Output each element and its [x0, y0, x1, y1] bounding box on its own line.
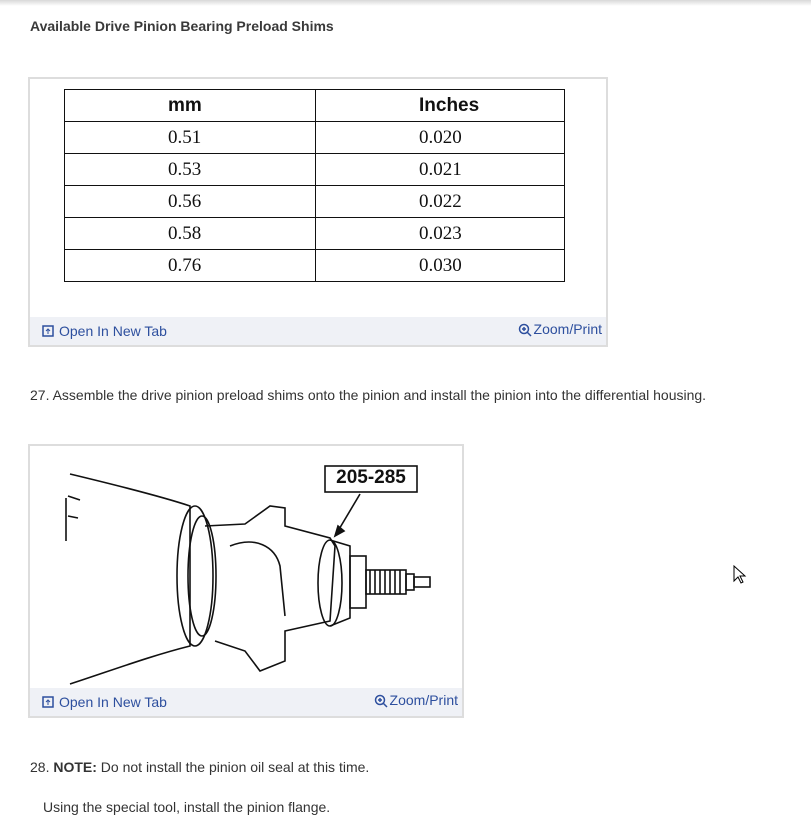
zoom-print-link[interactable]: [518, 321, 602, 337]
cell-inches: 0.023: [316, 218, 565, 250]
shim-table: [64, 89, 565, 282]
shim-table-figure: [28, 77, 608, 347]
header-inches: Inches: [316, 90, 565, 122]
zoom-in-icon: [518, 323, 532, 337]
cell-mm: 0.76: [65, 250, 316, 282]
tool-number-label: 205-285: [336, 467, 406, 488]
mouse-cursor-icon: [733, 565, 747, 585]
open-in-new-tab-label: Open In New Tab: [59, 694, 167, 710]
open-in-new-tab-label: Open In New Tab: [59, 323, 167, 339]
open-in-new-tab-link[interactable]: [42, 323, 167, 339]
table-row: [65, 122, 565, 154]
step-number: 28.: [30, 759, 50, 775]
figure-footer: [30, 688, 462, 716]
zoom-print-label: Zoom/Print: [389, 692, 458, 708]
table-row: [65, 154, 565, 186]
cell-inches: 0.020: [316, 122, 565, 154]
open-new-tab-icon: [42, 696, 54, 708]
open-in-new-tab-link[interactable]: [42, 694, 167, 710]
table-row: [65, 250, 565, 282]
zoom-print-label: Zoom/Print: [533, 321, 602, 337]
step-28-instruction: Using the special tool, install the pinion flange.: [43, 799, 331, 815]
open-new-tab-icon: [42, 325, 54, 337]
header-mm: mm: [65, 90, 316, 122]
cell-mm: 0.56: [65, 186, 316, 218]
section-title: Available Drive Pinion Bearing Preload Shims: [30, 18, 334, 34]
cell-mm: 0.53: [65, 154, 316, 186]
table-row: [65, 186, 565, 218]
cell-mm: 0.58: [65, 218, 316, 250]
cell-mm: 0.51: [65, 122, 316, 154]
zoom-in-icon: [374, 694, 388, 708]
figure-footer: [30, 317, 606, 345]
note-text: Do not install the pinion oil seal at this time.: [96, 759, 370, 775]
header-shadow: [0, 0, 811, 6]
pinion-install-figure: [28, 444, 464, 718]
table-row: [65, 218, 565, 250]
cell-inches: 0.022: [316, 186, 565, 218]
step-27: 27. Assemble the drive pinion preload shims onto the pinion and install the pinion into the differential housing.: [30, 387, 707, 403]
cell-inches: 0.021: [316, 154, 565, 186]
note-label: NOTE:: [53, 759, 97, 775]
zoom-print-link[interactable]: [374, 692, 458, 708]
cell-inches: 0.030: [316, 250, 565, 282]
step-28: [30, 759, 369, 775]
